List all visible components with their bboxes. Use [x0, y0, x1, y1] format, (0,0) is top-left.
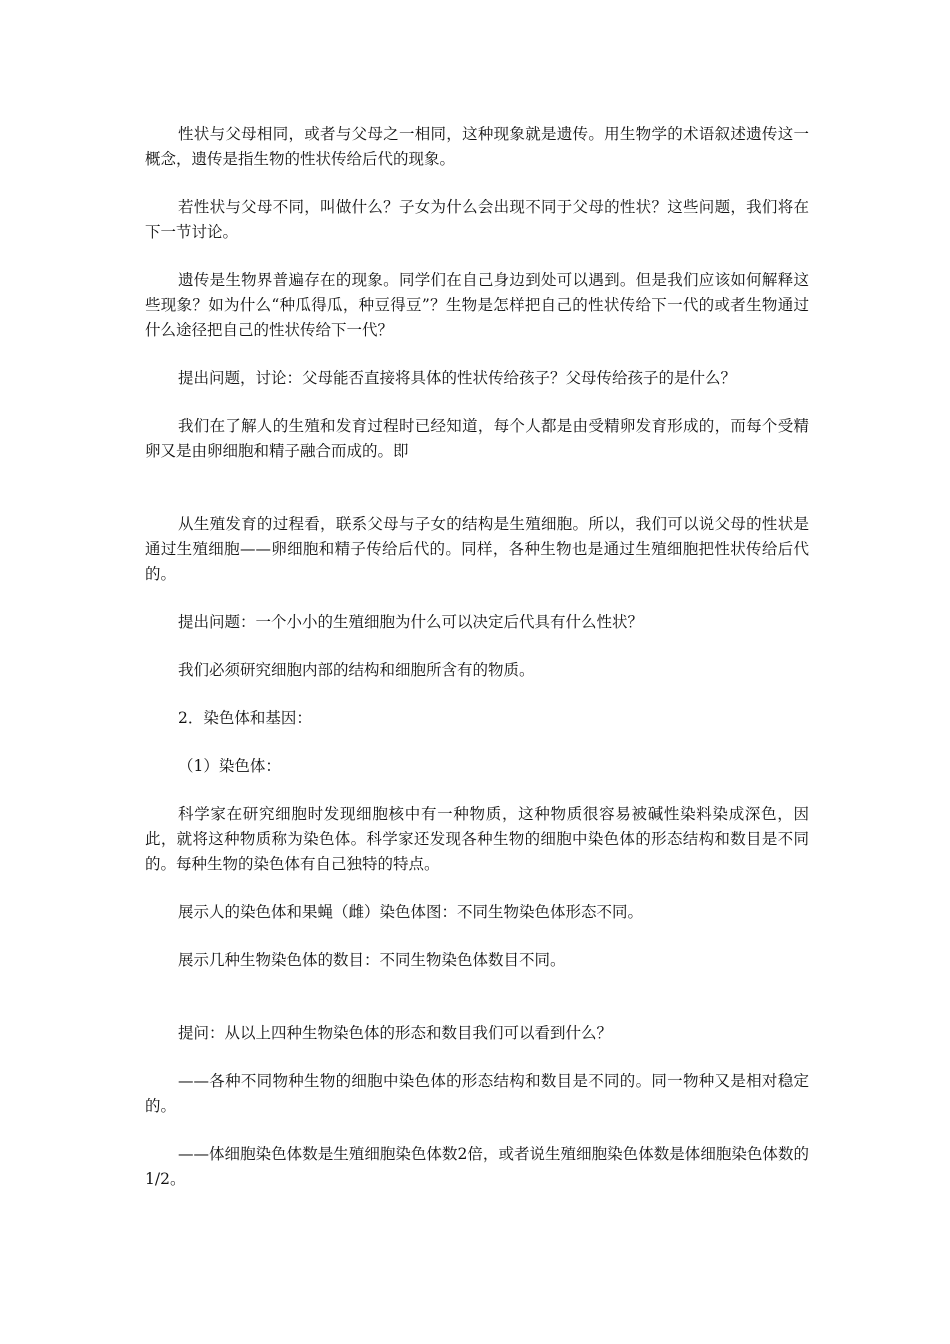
paragraph-germ-cell-question: 提出问题：一个小小的生殖细胞为什么可以决定后代具有什么性状？ — [178, 613, 644, 631]
paragraph-spacer — [145, 487, 809, 512]
paragraph-germ-cells: 从生殖发育的过程看，联系父母与子女的结构是生殖细胞。所以，我们可以说父母的性状是通过生殖细胞——卵细胞和精子传给后代的。同样，各种生物也是通过生殖细胞把性状传给后代的。 — [145, 515, 809, 583]
section-heading-chromosomes-genes: 2．染色体和基因： — [178, 709, 312, 727]
paragraph-chromosome-question: 提问：从以上四种生物染色体的形态和数目我们可以看到什么？ — [178, 1024, 613, 1042]
paragraph-heredity-phenomenon: 遗传是生物界普遍存在的现象。同学们在自己身边到处可以遇到。但是我们应该如何解释这些现象？如为什么“种瓜得瓜，种豆得豆”？生物是怎样把自己的性状传给下一代的或者生物通过什么途径把自己的性状传给下一代？ — [145, 271, 809, 339]
paragraph-discussion-question: 提出问题，讨论：父母能否直接将具体的性状传给孩子？父母传给孩子的是什么？ — [178, 369, 737, 387]
paragraph-chromosome-number: 展示几种生物染色体的数目：不同生物染色体数目不同。 — [178, 951, 566, 969]
paragraph-heredity-definition: 性状与父母相同，或者与父母之一相同，这种现象就是遗传。用生物学的术语叙述遗传这一概念，遗传是指生物的性状传给后代的现象。 — [145, 125, 809, 168]
paragraph-variation-question: 若性状与父母不同，叫做什么？子女为什么会出现不同于父母的性状？这些问题，我们将在下一节讨论。 — [145, 198, 809, 241]
document-body — [145, 122, 809, 1215]
subsection-heading-chromosomes: （1）染色体： — [178, 757, 281, 775]
paragraph-spacer — [145, 996, 809, 1021]
paragraph-answer-ratio: ——体细胞染色体数是生殖细胞染色体数2倍，或者说生殖细胞染色体数是体细胞染色体数的1/2。 — [145, 1145, 809, 1188]
paragraph-chromosome-discovery: 科学家在研究细胞时发现细胞核中有一种物质，这种物质很容易被碱性染料染成深色，因此，就将这种物质称为染色体。科学家还发现各种生物的细胞中染色体的形态结构和数目是不同的。每种生物的染色体有自己独特的特点。 — [145, 805, 809, 873]
paragraph-answer-species: ——各种不同物种生物的细胞中染色体的形态结构和数目是不同的。同一物种又是相对稳定的。 — [145, 1072, 809, 1115]
paragraph-fertilized-egg: 我们在了解人的生殖和发育过程时已经知道，每个人都是由受精卵发育形成的，而每个受精卵又是由卵细胞和精子融合而成的。即 — [145, 417, 809, 460]
paragraph-chromosome-shape: 展示人的染色体和果蝇（雌）染色体图：不同生物染色体形态不同。 — [178, 903, 644, 921]
paragraph-research-structure: 我们必须研究细胞内部的结构和细胞所含有的物质。 — [178, 661, 535, 679]
